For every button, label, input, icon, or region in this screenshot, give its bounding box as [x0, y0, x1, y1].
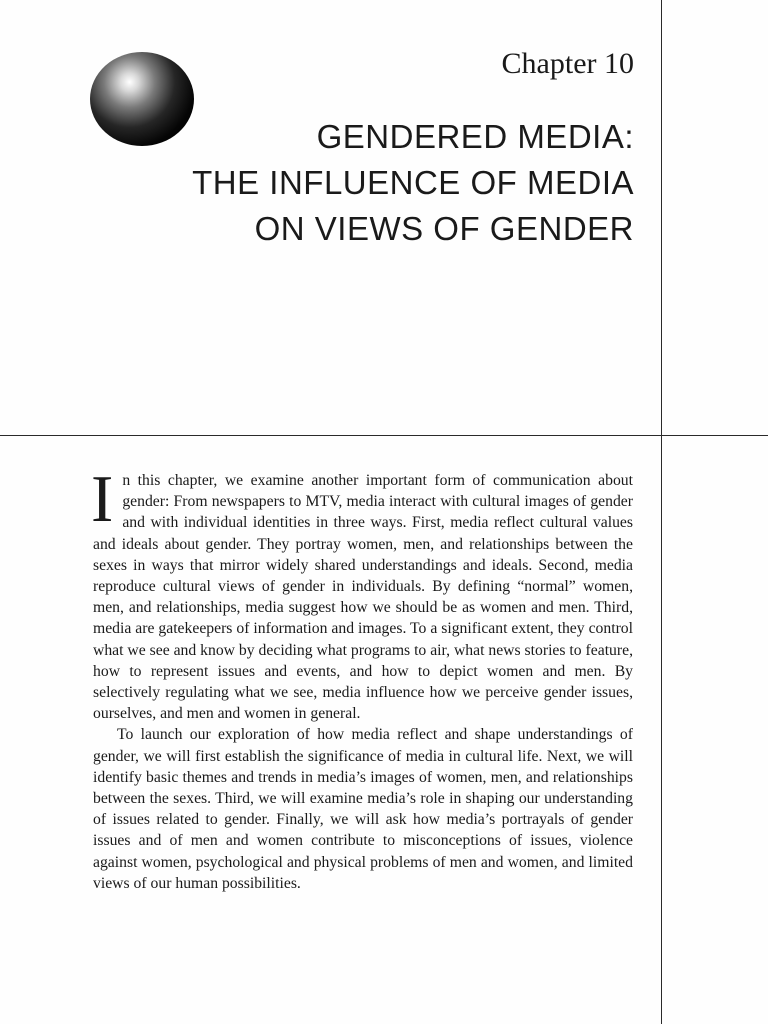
page-edge-horizontal-line [0, 435, 768, 436]
page-edge-vertical-line [661, 0, 662, 1024]
chapter-title [192, 114, 634, 252]
body-paragraph-1-text: n this chapter, we examine another important form of communication about gender: From newspapers to MTV, media interact with cultural images of gender and with individual identities in three ways. First, media reflect cultural values and ideals about gender. They portray women, men, and relationships between the sexes in ways that mirror widely shared understandings and ideals. Second, media reproduce cultural views of gender in individuals. By defining “normal” women, men, and relationships, media suggest how we should be as women and men. Third, media are gatekeepers of information and images. To a significant extent, they control what we see and know by deciding what programs to air, what news stories to feature, how to represent issues and events, and how to depict women and men. By selectively regulating what we see, media influence how we perceive gender issues, ourselves, and men and women in general. [93, 472, 634, 723]
sphere-ornament-icon [90, 52, 194, 146]
body-paragraph-1 [91, 462, 634, 724]
chapter-title-line-3: ON VIEWS OF GENDER [254, 210, 634, 247]
chapter-title-line-2: THE INFLUENCE OF MEDIA [192, 164, 634, 201]
chapter-body-text [91, 462, 634, 894]
chapter-number: Chapter 10 [501, 47, 634, 80]
drop-cap: I [91, 462, 114, 536]
chapter-title-line-1: GENDERED MEDIA: [316, 118, 634, 155]
body-paragraph-2: To launch our exploration of how media reflect and shape understandings of gender, we will first establish the significance of media in cultural life. Next, we will identify basic themes and trends in media’s images of women, men, and relationships between the sexes. Third, we will examine media’s role in shaping our understanding of issues related to gender. Finally, we will ask how media’s portrayals of gender issues and of men and women contribute to misconceptions of issues, violence against women, psychological and physical problems of men and women, and limited views of our human possibilities. [93, 726, 633, 892]
